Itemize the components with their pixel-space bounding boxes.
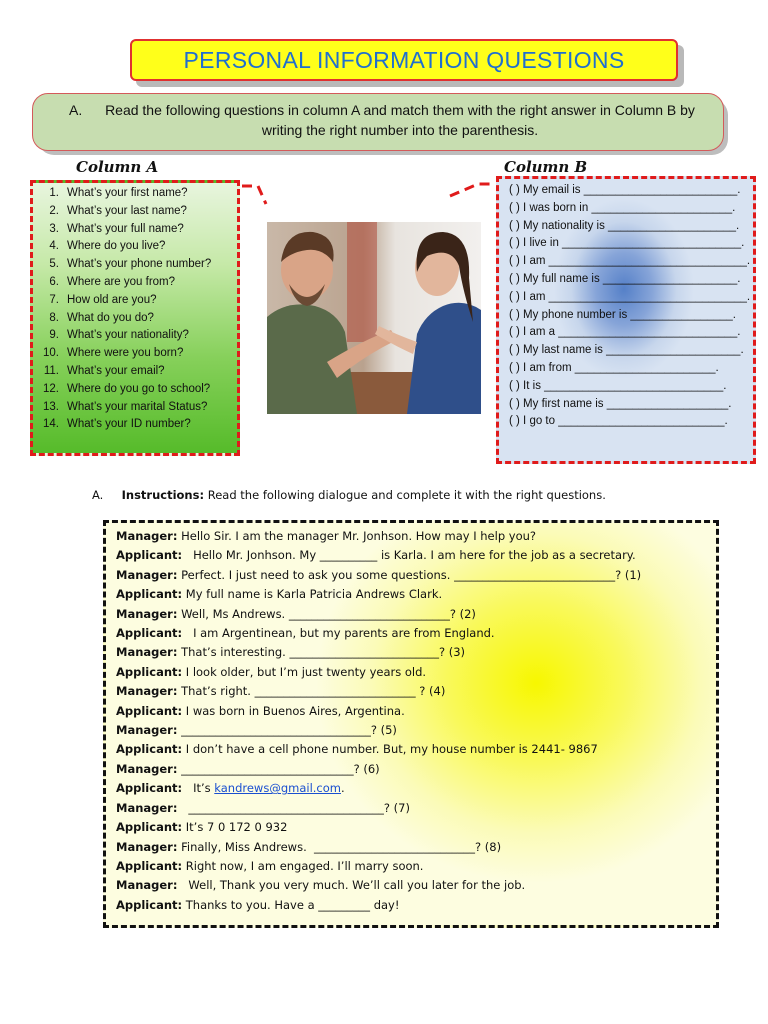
photo-couple-arguing (267, 222, 481, 414)
column-a-item (33, 310, 237, 328)
column-a-item (33, 203, 237, 221)
column-b-item[interactable]: ( ) My full name is _____________________. (509, 272, 741, 285)
instruction-b-bold: Instructions: (121, 488, 205, 502)
speaker-label: Manager: (116, 529, 178, 543)
dialogue-text: __________________________________? (7) (181, 800, 410, 815)
page-title: PERSONAL INFORMATION QUESTIONS (183, 46, 625, 73)
column-a-item (33, 292, 237, 310)
column-a-item-number: 9. (49, 329, 59, 342)
column-a-item (33, 256, 237, 274)
speaker-label: Manager: (116, 800, 178, 815)
column-a-item-number: 12. (43, 382, 59, 395)
speaker-label: Applicant: (116, 703, 183, 718)
speaker-label: Manager: (116, 839, 178, 854)
speaker-label: Applicant: (116, 664, 183, 679)
column-a-item-question: What’s your first name? (67, 187, 188, 199)
column-b-item[interactable]: ( ) I was born in ______________________. (509, 201, 736, 214)
column-a-item (33, 238, 237, 256)
column-b-item[interactable]: ( ) My nationality is ____________________. (509, 219, 740, 232)
speaker-label: Applicant: (116, 897, 183, 912)
column-a-item-number: 14. (43, 418, 59, 431)
column-a-list (33, 185, 237, 434)
speaker-label: Manager: (116, 684, 178, 699)
dialogue-line (116, 799, 716, 818)
dialogue-line (116, 624, 716, 643)
column-a-item-question: What do you do? (67, 311, 154, 324)
column-a-item-question: What’s your full name? (67, 222, 184, 235)
speaker-label: Applicant: (116, 742, 183, 757)
column-a-item-number: 2. (49, 204, 59, 217)
dialogue-text: I don’t have a cell phone number. But, my house number is 2441- 9867 (185, 742, 598, 757)
dialogue-text: Thanks to you. Have a _________ day! (185, 897, 400, 912)
column-a-item-question: What’s your nationality? (67, 329, 189, 342)
column-a-item-question: What’s your email? (67, 364, 165, 377)
column-b-item[interactable]: ( ) My phone number is ________________. (509, 308, 736, 321)
dialogue-line (116, 585, 716, 604)
instruction-b (92, 488, 606, 502)
dialogue-text: Well, Thank you very much. We’ll call you later for the job. (181, 878, 526, 893)
speaker-label: Applicant: (116, 548, 183, 563)
email-link[interactable]: kandrews@gmail.com (214, 781, 341, 796)
column-a-item-question: How old are you? (67, 293, 157, 306)
speaker-label: Applicant: (116, 781, 183, 796)
instruction-a-label: A. (69, 102, 83, 118)
dialogue-text: Right now, I am engaged. I’ll marry soon. (185, 858, 424, 873)
dialogue-text: I am Argentinean, but my parents are from England. (185, 626, 495, 641)
dialogue-line (116, 566, 716, 585)
speaker-label: Applicant: (116, 858, 183, 873)
column-a-item (33, 327, 237, 345)
column-a-item-number: 11. (43, 364, 59, 377)
column-b-item[interactable]: ( ) It is ____________________________. (509, 379, 727, 392)
dialogue-line (116, 760, 716, 779)
column-a-item-question: Where do you go to school? (67, 382, 211, 395)
column-a-item (33, 274, 237, 292)
column-a-item-number: 4. (49, 240, 59, 253)
column-b-item[interactable]: ( ) I am _______________________________. (509, 290, 751, 303)
speaker-label: Applicant: (116, 820, 183, 835)
dialogue-text: _________________________________? (5) (181, 723, 397, 738)
dialogue-text: ______________________________? (6) (181, 761, 380, 776)
dialogue-line (116, 702, 716, 721)
dialogue-text: It’s (185, 781, 215, 796)
speaker-label: Manager: (116, 606, 178, 621)
column-a-item-number: 10. (43, 347, 59, 360)
column-a-item-number: 8. (49, 311, 59, 324)
column-a-item-number: 6. (49, 275, 59, 288)
speaker-label: Manager: (116, 645, 178, 660)
dialogue-line (116, 857, 716, 876)
column-a-item-question: Where are you from? (67, 275, 176, 288)
column-b-item[interactable]: ( ) My first name is ___________________. (509, 397, 732, 410)
dialogue-text: I was born in Buenos Aires, Argentina. (185, 703, 405, 718)
dialogue-line (116, 721, 716, 740)
column-a-item-question: What’s your phone number? (67, 258, 212, 271)
column-a-heading: Column A (76, 158, 159, 176)
column-a-box (30, 180, 240, 456)
dialogue-line (116, 818, 716, 837)
dialogue-line (116, 527, 716, 546)
dialogue-line (116, 740, 716, 759)
dialogue-text-after: . (340, 781, 345, 796)
dialogue-line (116, 663, 716, 682)
dialogue-text: Well, Ms Andrews. ____________________________? (2) (181, 606, 476, 621)
dialogue-text: That’s right. ____________________________ ? (4) (181, 684, 446, 699)
dialogue-line (116, 546, 716, 565)
dialogue-line (116, 643, 716, 662)
column-a-item (33, 185, 237, 203)
dialogue-text: That’s interesting. __________________________? (3) (181, 645, 466, 660)
column-b-item[interactable]: ( ) I am from ______________________. (509, 361, 719, 374)
column-a-item-number: 7. (49, 293, 59, 306)
dialogue-line (116, 876, 716, 895)
dialogue-text: My full name is Karla Patricia Andrews Clark. (185, 587, 443, 602)
speaker-label: Applicant: (116, 626, 183, 641)
dialogue-box (103, 520, 719, 928)
dialogue-text: I look older, but I’m just twenty years old. (185, 664, 427, 679)
column-a-item-number: 13. (43, 400, 59, 413)
column-a-item-question: Where were you born? (67, 347, 184, 360)
dialogue-text: Perfect. I just need to ask you some questions. ____________________________? (1) (181, 567, 642, 582)
dialogue-line (116, 779, 716, 798)
dialogue-line (116, 605, 716, 624)
column-a-item (33, 363, 237, 381)
instruction-b-text: Read the following dialogue and complete it with the right questions. (207, 488, 606, 502)
column-b-box (496, 176, 756, 464)
column-a-item (33, 381, 237, 399)
column-b-item[interactable]: ( ) I am a ____________________________. (509, 326, 741, 339)
column-b-list (499, 182, 753, 431)
instruction-b-label: A. (92, 488, 104, 502)
dialogue-lines (116, 527, 716, 915)
column-a-item-number: 5. (49, 258, 59, 271)
dialogue-text: Hello Mr. Jonhson. My __________ is Karla. I am here for the job as a secretary. (185, 548, 636, 563)
speaker-label: Manager: (116, 878, 178, 893)
column-b-item[interactable]: ( ) My email is ________________________. (509, 184, 741, 196)
column-a-item (33, 345, 237, 363)
column-a-item (33, 221, 237, 239)
column-b-heading: Column B (504, 158, 588, 176)
speaker-label: Manager: (116, 723, 178, 738)
speaker-label: Manager: (116, 761, 178, 776)
column-a-item-number: 3. (49, 222, 59, 235)
column-b-item[interactable]: ( ) My last name is _____________________. (509, 344, 744, 357)
column-a-item-question: What’s your marital Status? (67, 400, 208, 413)
column-a-item-question: What’s your ID number? (67, 418, 191, 431)
column-a-item-number: 1. (49, 187, 59, 199)
column-a-item (33, 399, 237, 417)
dialogue-text: Hello Sir. I am the manager Mr. Jonhson. How may I help you? (181, 529, 537, 543)
speaker-label: Applicant: (116, 587, 183, 602)
instruction-a-text: Read the following questions in column A and match them with the right answer in Column B by writing the right number into the parenthesis. (105, 102, 695, 138)
column-a-item-question: Where do you live? (67, 240, 166, 253)
dialogue-line (116, 682, 716, 701)
dialogue-text: It’s 7 0 172 0 932 (185, 820, 288, 835)
column-b-item[interactable]: ( ) I live in ____________________________. (509, 237, 745, 250)
dialogue-line (116, 838, 716, 857)
speaker-label: Manager: (116, 567, 178, 582)
column-a-item-question: What’s your last name? (67, 204, 187, 217)
column-b-item[interactable]: ( ) I go to __________________________. (509, 415, 728, 428)
column-a-item (33, 416, 237, 434)
dialogue-text: Finally, Miss Andrews. ____________________________? (8) (181, 839, 502, 854)
column-b-item[interactable]: ( ) I am _______________________________. (509, 255, 751, 268)
dialogue-line (116, 896, 716, 915)
